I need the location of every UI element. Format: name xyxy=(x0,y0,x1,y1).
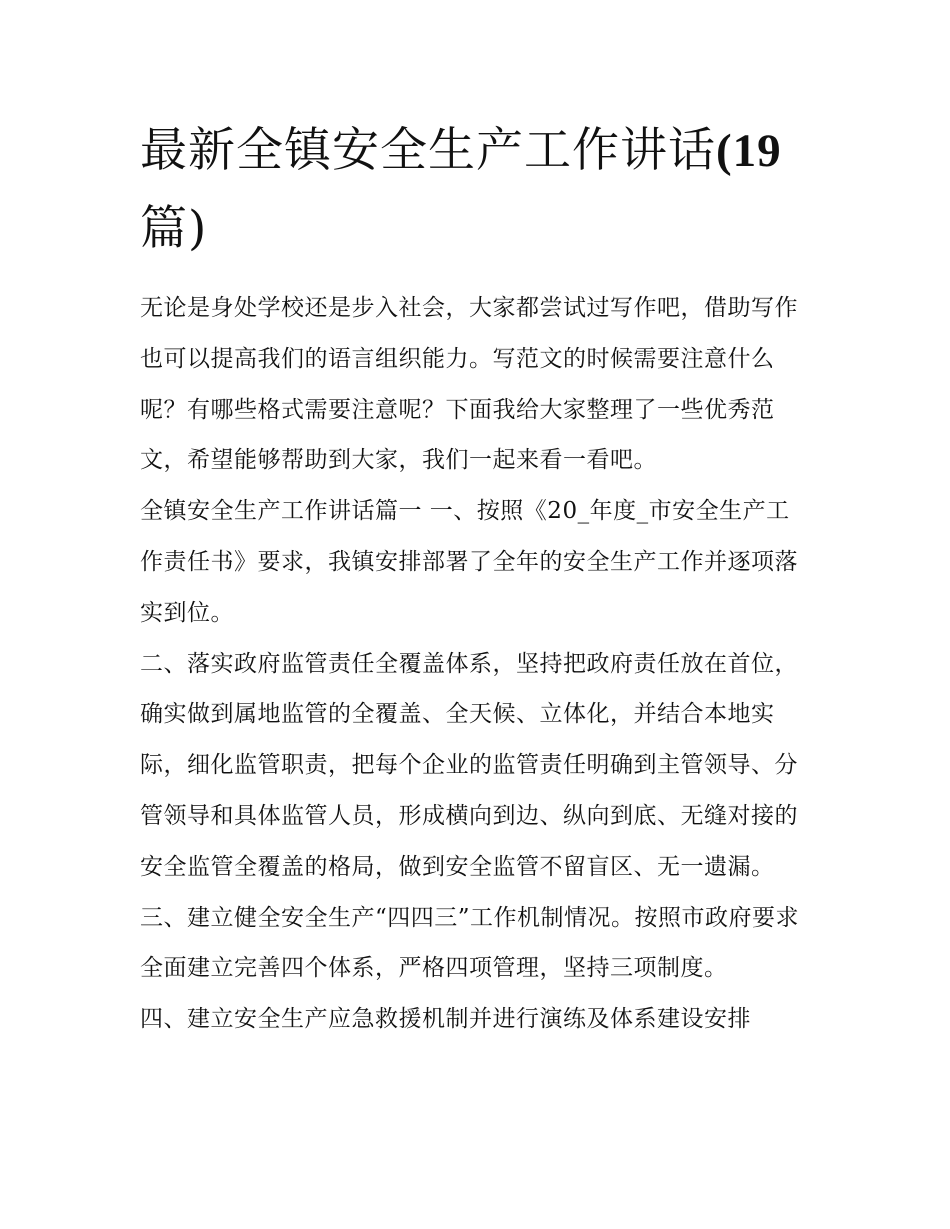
title-count: (19 xyxy=(716,125,782,177)
paragraph-section-3: 三、建立健全安全生产“四四三”工作机制情况。按照市政府要求全面建立完善四个体系，严格四项管理，坚持三项制度。 xyxy=(140,904,800,982)
paragraph-section-2: 二、落实政府监管责任全覆盖体系，坚持把政府责任放在首位，确实做到属地监管的全覆盖、全天候、立体化，并结合本地实际，细化监管职责，把每个企业的监管责任明确到主管领导、分管领导和具体监管人员，形成横向到边、纵向到底、无缝对接的安全监管全覆盖的格局，做到安全监管不留盲区、无一遗漏。 xyxy=(140,650,798,880)
paragraph-section-4: 四、建立安全生产应急救援机制并进行演练及体系建设安排 xyxy=(140,1006,751,1033)
document-page xyxy=(140,112,812,1045)
paragraph-section-1: 全镇安全生产工作讲话篇一 一、按照《20_年度_市安全生产工作责任书》要求，我镇安排部署了全年的安全生产工作并逐项落实到位。 xyxy=(140,498,798,626)
document-title xyxy=(140,112,812,268)
document-body xyxy=(140,283,812,1045)
title-text: 最新全镇安全生产工作讲话 xyxy=(140,123,716,178)
paragraph-intro: 无论是身处学校还是步入社会，大家都尝试过写作吧，借助写作也可以提高我们的语言组织能力。写范文的时候需要注意什么呢？有哪些格式需要注意呢？下面我给大家整理了一些优秀范文，希望能够帮助到大家，我们一起来看一看吧。 xyxy=(140,295,798,474)
title-suffix: 篇) xyxy=(140,201,208,256)
